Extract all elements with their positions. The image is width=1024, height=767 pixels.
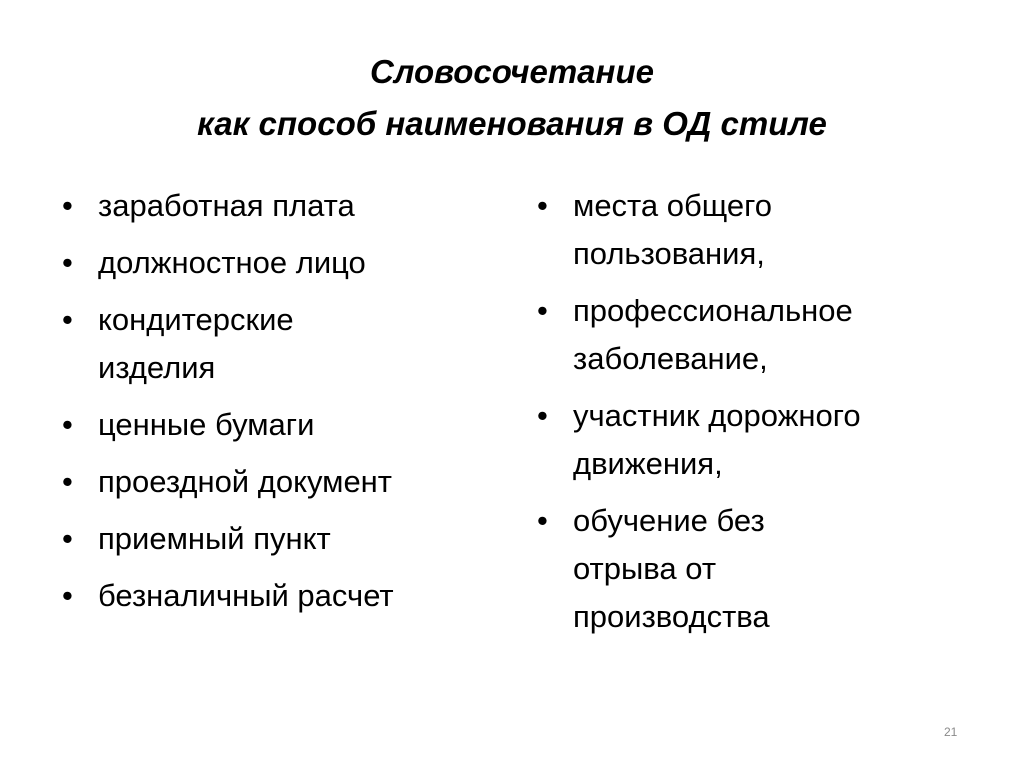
slide-title	[0, 46, 1024, 150]
bullet-icon: •	[62, 464, 73, 499]
list-item	[537, 182, 833, 278]
list-item	[62, 401, 502, 449]
bullet-icon: •	[62, 578, 73, 613]
page-number: 21	[944, 725, 958, 739]
list-item	[62, 239, 502, 287]
title-line-1: Словосочетание	[370, 53, 654, 90]
bullet-icon: •	[62, 245, 73, 280]
item-text: обучение без отрыва от производства	[573, 503, 770, 634]
bullet-icon: •	[537, 503, 548, 538]
list-item	[62, 572, 502, 620]
bullet-icon: •	[537, 293, 548, 328]
list-item	[537, 392, 973, 488]
left-bullet-list	[62, 182, 502, 629]
bullet-icon: •	[62, 302, 73, 337]
item-text: проездной документ	[98, 464, 393, 499]
bullet-icon: •	[62, 407, 73, 442]
item-text: участник дорожного движения,	[573, 398, 861, 481]
list-item	[537, 497, 813, 641]
item-text: заработная плата	[98, 188, 355, 223]
item-text: безналичный расчет	[98, 578, 394, 613]
list-item	[62, 182, 502, 230]
list-item	[62, 296, 348, 392]
item-text: должностное лицо	[98, 245, 366, 280]
list-item	[62, 515, 502, 563]
bullet-icon: •	[537, 398, 548, 433]
list-item	[62, 458, 502, 506]
item-text: ценные бумаги	[98, 407, 315, 442]
right-bullet-list	[537, 182, 977, 650]
bullet-icon: •	[62, 188, 73, 223]
title-line-2: как способ наименования в ОД стиле	[197, 105, 827, 142]
item-text: профессиональное заболевание,	[573, 293, 853, 376]
list-item	[537, 287, 903, 383]
item-text: места общего пользования,	[573, 188, 773, 271]
item-text: приемный пункт	[98, 521, 331, 556]
bullet-icon: •	[537, 188, 548, 223]
item-text: кондитерские изделия	[98, 302, 294, 385]
bullet-icon: •	[62, 521, 73, 556]
